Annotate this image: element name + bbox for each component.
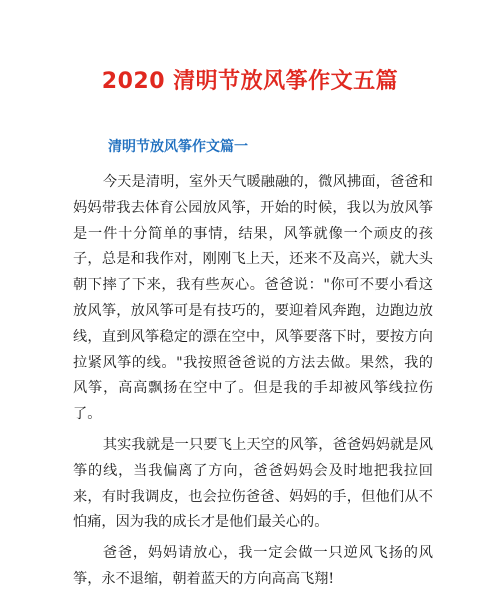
section-heading: 清明节放风筝作文篇一 [108,139,248,155]
document-body [73,170,433,593]
paragraph-3: 爸爸，妈妈请放心，我一定会做一只逆风飞扬的风筝，永不退缩，朝着蓝天的方向高高飞翔! [73,545,433,587]
document-title: 2020 清明节放风筝作文五篇 [101,69,399,94]
paragraph-1: 今天是清明，室外天气暖融融的，微风拂面，爸爸和妈妈带我去体育公园放风筝，开始的时候，我以为放风筝是一件十分简单的事情，结果，风筝就像一个顽皮的孩子，总是和我作对，刚刚飞上天，还来不及高兴，就大头朝下摔了下来，我有些灰心。爸爸说："你可不要小看这放风筝，放风筝可是有技巧的，要迎着风奔跑，边跑边放线，直到风筝稳定的漂在空中，风筝要落下时，要按方向拉紧风筝的线。"我按照爸爸说的方法去做。果然，我的风筝，高高飘扬在空中了。但是我的手却被风筝线拉伤了。 [73,174,433,423]
paragraph-2: 其实我就是一只要飞上天空的风筝，爸爸妈妈就是风筝的线，当我偏离了方向，爸爸妈妈会及时地把我拉回来，有时我调皮，也会拉伤爸爸、妈妈的手，但他们从不怕痛，因为我的成长才是他们最关心的。 [73,436,433,531]
